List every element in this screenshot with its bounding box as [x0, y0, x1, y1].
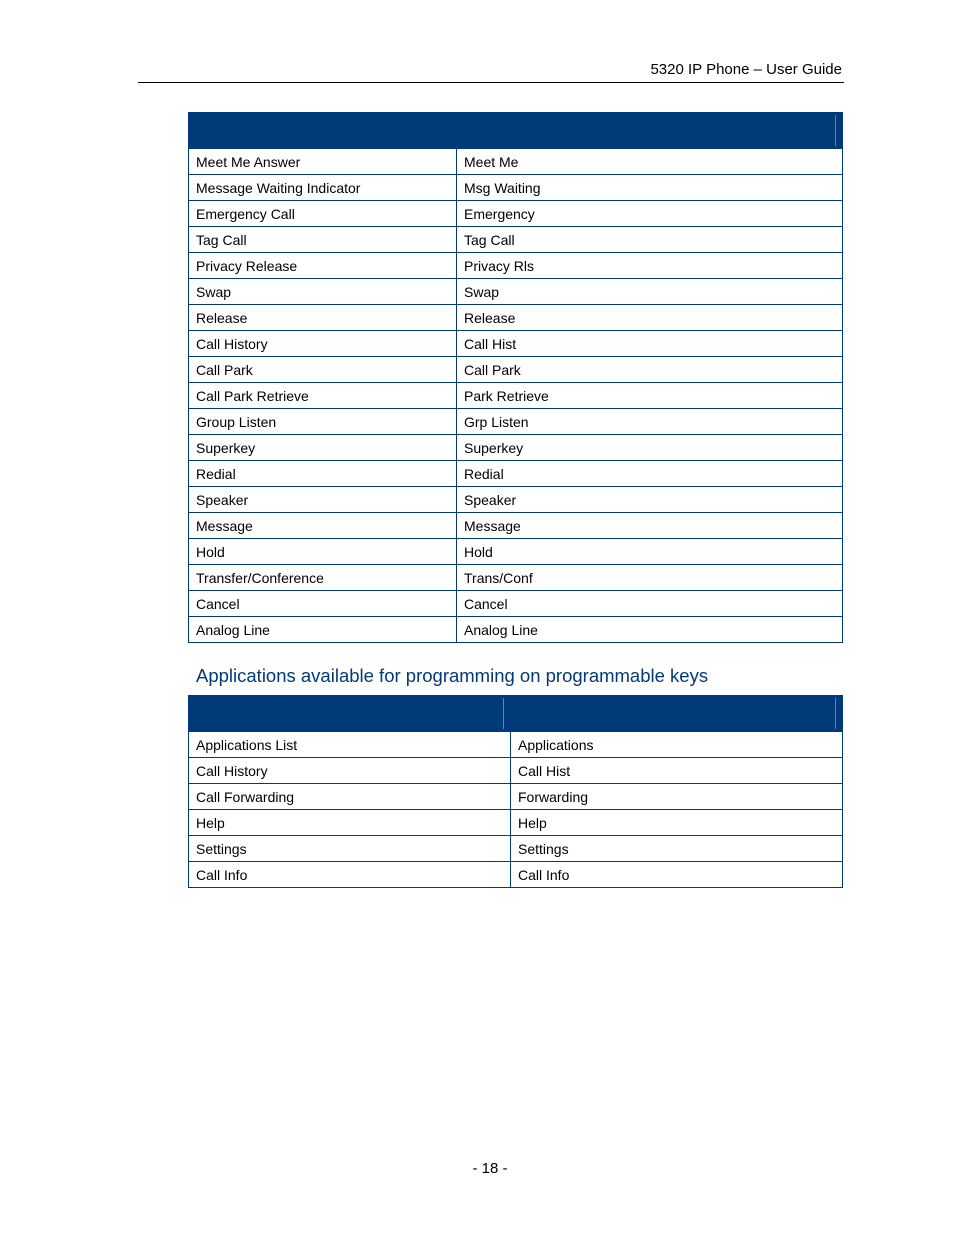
table-row [189, 836, 843, 862]
feature-name-cell: Hold [189, 539, 457, 565]
feature-name-cell: Help [189, 810, 511, 836]
feature-name-cell: Applications List [189, 732, 511, 758]
feature-name-cell: Superkey [189, 435, 457, 461]
table-row [189, 758, 843, 784]
table-row [189, 279, 843, 305]
display-label-cell: Msg Waiting [457, 175, 843, 201]
feature-name-cell: Swap [189, 279, 457, 305]
table-row [189, 732, 843, 758]
table-row [189, 513, 843, 539]
feature-name-cell: Cancel [189, 591, 457, 617]
feature-name-cell: Call Info [189, 862, 511, 888]
feature-name-cell: Privacy Release [189, 253, 457, 279]
table-row [189, 253, 843, 279]
feature-name-cell: Call Park [189, 357, 457, 383]
display-label-cell: Swap [457, 279, 843, 305]
table-row [189, 435, 843, 461]
feature-name-cell: Message Waiting Indicator [189, 175, 457, 201]
display-label-cell: Redial [457, 461, 843, 487]
section-heading: Applications available for programming on programmable keys [196, 665, 709, 686]
display-label-cell: Release [457, 305, 843, 331]
table-row [189, 409, 843, 435]
table-row [189, 565, 843, 591]
header-cell-divider [503, 698, 504, 729]
display-label-cell: Call Info [511, 862, 843, 888]
display-label-cell: Call Hist [457, 331, 843, 357]
feature-name-cell: Settings [189, 836, 511, 862]
table-header-row [189, 696, 843, 732]
table-header-cell [189, 113, 457, 149]
table-row [189, 862, 843, 888]
feature-name-cell: Redial [189, 461, 457, 487]
display-label-cell: Meet Me [457, 149, 843, 175]
display-label-cell: Privacy Rls [457, 253, 843, 279]
display-label-cell: Help [511, 810, 843, 836]
table-row [189, 383, 843, 409]
feature-name-cell: Meet Me Answer [189, 149, 457, 175]
table-row [189, 539, 843, 565]
table-header-cell [189, 696, 511, 732]
display-label-cell: Park Retrieve [457, 383, 843, 409]
display-label-cell: Analog Line [457, 617, 843, 643]
display-label-cell: Superkey [457, 435, 843, 461]
feature-name-cell: Call History [189, 331, 457, 357]
table-row [189, 227, 843, 253]
feature-name-cell: Call Forwarding [189, 784, 511, 810]
display-label-cell: Message [457, 513, 843, 539]
table-row [189, 357, 843, 383]
display-label-cell: Emergency [457, 201, 843, 227]
table-header-cell [457, 113, 843, 149]
display-label-cell: Applications [511, 732, 843, 758]
display-label-cell: Forwarding [511, 784, 843, 810]
feature-name-cell: Message [189, 513, 457, 539]
table-row [189, 305, 843, 331]
table-row [189, 784, 843, 810]
header-divider [138, 82, 844, 83]
table-header-row [189, 113, 843, 149]
display-label-cell: Trans/Conf [457, 565, 843, 591]
table-row [189, 810, 843, 836]
feature-name-cell: Analog Line [189, 617, 457, 643]
feature-name-cell: Transfer/Conference [189, 565, 457, 591]
table-header-cell [511, 696, 843, 732]
feature-name-cell: Tag Call [189, 227, 457, 253]
table-row [189, 331, 843, 357]
display-label-cell: Settings [511, 836, 843, 862]
table-row [189, 487, 843, 513]
feature-name-cell: Group Listen [189, 409, 457, 435]
feature-name-cell: Speaker [189, 487, 457, 513]
display-label-cell: Tag Call [457, 227, 843, 253]
feature-name-cell: Call Park Retrieve [189, 383, 457, 409]
applications-keys-table [188, 695, 843, 888]
feature-keys-table [188, 112, 843, 643]
display-label-cell: Hold [457, 539, 843, 565]
display-label-cell: Call Hist [511, 758, 843, 784]
table-row [189, 175, 843, 201]
feature-name-cell: Call History [189, 758, 511, 784]
feature-name-cell: Release [189, 305, 457, 331]
document-header-title: 5320 IP Phone – User Guide [650, 61, 842, 78]
table-row [189, 149, 843, 175]
feature-name-cell: Emergency Call [189, 201, 457, 227]
display-label-cell: Call Park [457, 357, 843, 383]
page-number: - 18 - [472, 1160, 508, 1177]
display-label-cell: Cancel [457, 591, 843, 617]
display-label-cell: Grp Listen [457, 409, 843, 435]
table-row [189, 461, 843, 487]
display-label-cell: Speaker [457, 487, 843, 513]
table-row [189, 617, 843, 643]
header-cell-divider [835, 698, 836, 729]
header-cell-divider [835, 115, 836, 146]
table-row [189, 201, 843, 227]
table-row [189, 591, 843, 617]
